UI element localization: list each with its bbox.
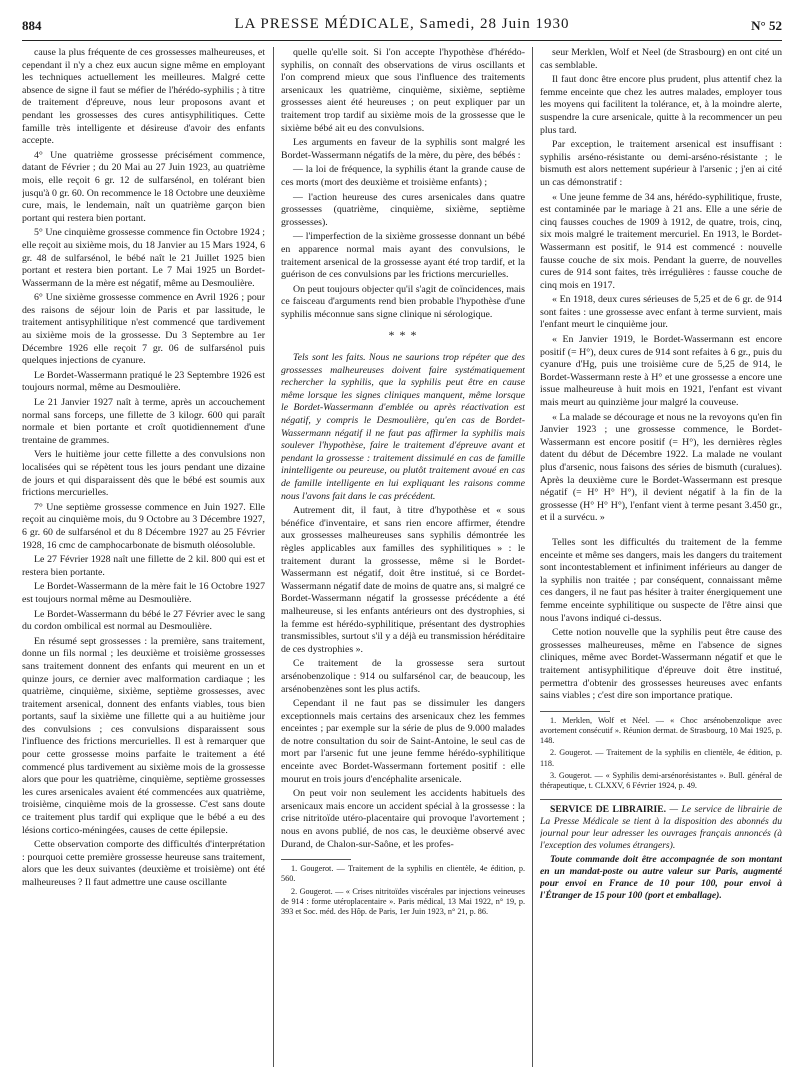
footnote: 1. Gougerot. — Traitement de la syphilis en clientèle, 4e édition, p. 560. — [281, 864, 525, 884]
column-middle — [281, 47, 525, 1075]
column-right — [540, 47, 782, 1075]
paragraph: On peut voir non seulement les accidents habituels des arsenicaux mais encore un accident spécial à la grossesse : la crise nitritoïde utéro-placentaire qui provoque l'avortement ; nous en avons publié, de nos cas, le deuxième observé avec Durand, de Chalon-sur-Saône, et les profes- — [281, 788, 525, 850]
paragraph: Le Bordet-Wassermann de la mère fait le 16 Octobre 1927 est toujours normal même au Desmoulière. — [22, 581, 265, 605]
paragraph: Vers le huitième jour cette fillette a des convulsions non localisées qui se répètent tous les jours pendant une dizaine de jours et qui disparaissent dès que le bébé est soumis aux frictions mercurielles. — [22, 449, 265, 499]
paragraph: Telles sont les difficultés du traitement de la femme enceinte et même ses dangers, mais les dangers du traitement sont incontestablement et infiniment inférieurs au danger de la syphilis non traitée ; par conséquent, connaissant même ces dangers, il ne faut pas hésiter à traiter énergiquement une femme enceinte syphilitique ou suspecte de l'être ainsi que nous l'avons indiqué ci-dessus. — [540, 536, 782, 624]
paragraph: cause la plus fréquente de ces grossesses malheureuses, et cependant il n'y a chez eux aucun signe même en employant les techniques actuellement les meilleures. Malgré cette absence de signe il faut se méfier de l'hérédo-syphilis ; à titre de traitement d'épreuve, nous leur proposons avant et pendant les grossesses des cures antisyphilitiques. Cette famille très intelligente et désireuse d'avoir des enfants accepte. — [22, 47, 265, 147]
footnote: 3. Gougerot. — « Syphilis demi-arsénorésistantes ». Bull. général de thérapeutique, t. CLXXV, 6 Février 1924, p. 49. — [540, 770, 782, 790]
paragraph: Le Bordet-Wassermann du bébé le 27 Février avec le sang du cordon ombilical est normal au Desmoulière. — [22, 608, 265, 633]
paragraph: 7° Une septième grossesse commence en Juin 1927. Elle reçoit au cinquième mois, du 9 Octobre au 3 Décembre 1927, 6 gr. 60 de sulfarsénol et du 8 Décembre 1927 au 25 Février 1928, 16 cmc de camphocarbonate de bismuth oléosoluble. — [22, 501, 265, 551]
paragraph: 6° Une sixième grossesse commence en Avril 1926 ; pour des raisons de séjour loin de Paris et par lassitude, le traitement antisyphilitique n'est commencé que tardivement au sixième mois de la grossesse. Du 3 Septembre au 1er Décembre 1926 elle reçoit 7 gr. 06 de sulfarsénol puis quelques injections de cyanure. — [22, 292, 265, 367]
paragraph: Cependant il ne faut pas se dissimuler les dangers exceptionnels mais certains des arsenicaux chez les femmes enceintes ; par exemple sur la série de plus de 9.000 malades de notre consultation du soir de Saint-Antoine, le seul cas de mort par l'arsenic fut une jeune femme hérédo-syphilitique enceinte avec Bordet-Wassermann fortement positif : elle mourut en trois jours d'encéphalite arsenicale. — [281, 698, 525, 785]
librairie-heading: SERVICE DE LIBRAIRIE. — [550, 804, 667, 816]
header-rule — [22, 40, 782, 41]
paragraph: Le Bordet-Wassermann pratiqué le 23 Septembre 1926 est toujours normal, même au Desmoulière. — [22, 369, 265, 394]
column-divider — [532, 47, 533, 1067]
paragraph: « En 1918, deux cures sérieuses de 5,25 et de 6 gr. de 914 sont faites : une grossesse avec enfant à terme survient, mais l'enfant meurt le cinquième jour. — [540, 294, 782, 331]
footnote: 1. Merklen, Wolf et Néel. — « Choc arsénobenzolique avec avortement consécutif ». Réunion dermat. de Strasbourg, 10 Mai 1925, p. 148. — [540, 715, 782, 746]
paragraph: Cette observation comporte des difficultés d'interprétation : pourquoi cette première grossesse heureuse sans traitement, alors que les deux suivantes (deuxième et troisième) ont été malheureuses ? Il faut admettre une cause oscillante — [22, 839, 265, 888]
paragraph: 4° Une quatrième grossesse précisément commence, datant de Février ; du 20 Mai au 27 Juin 1923, au quatrième mois, elle reçoit 6 gr. 12 de sulfarsénol, en tolérant bien jusqu'à 0 gr. 60. On recommence le 18 Octobre une deuxième cure, mais, le lendemain, naît un quatrième garçon bien portant qui restera bien portant. — [22, 149, 265, 224]
paragraph: Le 21 Janvier 1927 naît à terme, après un accouchement normal sans forceps, une fillette de 3 kilogr. 600 qui paraît normale et bien portante et croît quotidiennement d'une trentaine de grammes. — [22, 397, 265, 446]
section-break-asterisks: * * * — [388, 328, 418, 343]
issue-number: N° 52 — [751, 18, 782, 33]
column-divider — [273, 47, 274, 1067]
footnote: 2. Gougerot. — « Crises nitritoïdes viscérales par injections veineuses de 914 : forme utéroplacentaire ». Paris médical, 13 Mai 1922, n° 19, p. 393 et Soc. méd. des Hôp. de Paris, 1er Juin 1923, n° 21, p. 86. — [281, 886, 525, 917]
paragraph: Autrement dit, il faut, à titre d'hypothèse et « sous bénéfice d'inventaire, et sans rien encore affirmer, étendre aux grossesses malheureuses sans syphilis démontrée les règles applicables aux familles des syphilitiques » : le traitement durant la grossesse, même si le Bordet-Wassermann est négatif, doit être institué, si ce Bordet-Wassermann négatif date de moins de quatre ans, si malgré ce Bordet-Wassermann négatif la grossesse précédente a été malheureuse, si les enfants antérieurs ont des dystrophies, si la femme est hérédo-syphilitique, présentant des dystrophies transmissibles, surtout s'il y a déjà eu transmission héréditaire de ces dystrophies ». — [281, 505, 525, 655]
paragraph: Cette notion nouvelle que la syphilis peut être cause des grossesses malheureuses, même en l'absence de signes cliniques, même avec Bordet-Wassermann négatif et que le traitement antisyphilitique d'épreuve doit être institué, permettra d'obtenir des grossesses heureuses avec enfants sains viables ; c'est dire son importance pratique. — [540, 627, 782, 702]
librairie-note — [540, 854, 782, 902]
paragraph: 5° Une cinquième grossesse commence fin Octobre 1924 ; elle reçoit au sixième mois, du 18 Janvier au 15 Mars 1924, 6 gr. 48 de sulfarsénol, le bébé naît le 21 Juillet 1925 bien portant et restera bien portant. Le 7 Mai 1925 un Bordet-Wassermann de la mère est négatif, même au Desmoulière. — [22, 227, 265, 289]
footnote-rule — [281, 859, 351, 860]
page-number: 884 — [22, 18, 42, 33]
paragraph: seur Merklen, Wolf et Neel (de Strasbourg) en ont cité un cas semblable. — [540, 47, 782, 71]
journal-title: LA PRESSE MÉDICALE, Samedi, 28 Juin 1930 — [234, 16, 570, 32]
paragraph: — la loi de fréquence, la syphilis étant la grande cause de ces morts (mort des deuxième et troisième enfants) ; — [281, 164, 525, 188]
footnote: 2. Gougerot. — Traitement de la syphilis en clientèle, 4e édition, p. 118. — [540, 748, 782, 768]
paragraph: « En Janvier 1919, le Bordet-Wassermann est encore positif (= H°), deux cures de 914 sont refaites à 6 gr., puis du cyanure d'Hg, puis une troisième cure de 5,25 de 914, le Bordet-Wassermann reste à H° et une grossesse a encore une issue malheureuse à huit mois en 1921, l'enfant est vivant mais meurt au quinzième jour malgré la couveuse. — [540, 334, 782, 409]
paragraph: Il faut donc être encore plus prudent, plus attentif chez la femme enceinte que chez les autres malades, employer tous les moyens qui facilitent la tolérance, et, à la moindre alerte, suspendre la cure arsenicale, quitte à la recommencer un peu plus tard. — [540, 74, 782, 136]
paragraph: Ce traitement de la grossesse sera surtout arsénobenzolique : 914 ou sulfarsénol car, de beaucoup, les arsénobenzènes sont les plus actifs. — [281, 658, 525, 695]
librairie-text — [540, 804, 782, 852]
librairie-body: — Le service de librairie de La Presse Médicale se tient à la disposition des abonnés du journal pour leur adresser les ouvrages français annoncés (à l'exception des volumes étrangers). — [540, 804, 782, 852]
paragraph: — l'action heureuse des cures arsenicales dans quatre grossesses (quatrième, cinquième, sixième, septième grossesses). — [281, 191, 525, 228]
footnote-rule — [540, 711, 610, 712]
paragraph: On peut toujours objecter qu'il s'agit de coïncidences, mais ce faisceau d'arguments rend bien probable l'hypothèse d'une syphilis méconnue sans signe clinique ni sérologique. — [281, 283, 525, 320]
paragraph: — l'imperfection de la sixième grossesse donnant un bébé en apparence normal mais ayant des convulsions, le traitement arsenical de la grossesse ayant été trop tardif, et la guérison de ces convulsions par les frictions mercurielles. — [281, 231, 525, 281]
column-left — [22, 47, 265, 1075]
footnotes — [281, 864, 525, 917]
paragraph: Par exception, le traitement arsenical est insuffisant : syphilis arséno-résistante ou demi-arséno-résistante ; le bismuth est alors nettement supérieur à l'arsenic ; j'en ai cité un cas démonstratif : — [540, 139, 782, 188]
librairie-notice — [540, 799, 782, 902]
paragraph: En résumé sept grossesses : la première, sans traitement, donne un fils normal ; les deuxième et troisième grossesses sans traitement donnent des enfants qui meurent en un et quinze jours, ce dernier avec malformation cardiaque ; les quatrième, cinquième, sixième, septième grossesses, avec traitement arsenical, donnent des enfants viables, tous bien portants, sauf la sixième une fillette qui a au huitième jour des convulsions ; ces convulsions disparaissent sous l'influence des frictions mercurielles. Il est à remarquer que pour cette grossesse moins parfaite le traitement a été commencé plus tardivement au sixième mois de la grossesse alors que pour les quatrième, cinquième, septième grossesses les cures arsenicales avaient été commencées aux quatrième, troisième, cinquième mois de la grossesse. C'est sans doute ce traitement plus tardif qui explique que le bébé a eu des lésions cortico-méningées, causes de cette épilepsie. — [22, 635, 265, 836]
librairie-note-text: Toute commande doit être accompagnée de son montant en un mandat-poste ou autre valeur sur Paris, augmenté pour envoi en France de 10 pour 100, pour envoi à l'Étranger de 15 pour 100 (port et emballage). — [540, 854, 782, 902]
paragraph: « La malade se décourage et nous ne la revoyons qu'en fin Janvier 1923 ; une grossesse commence, le Bordet-Wassermann est encore positif (= H°), les dernières règles datent du début de Décembre 1922. La malade ne voulant plus d'arsenic, nous faisons des séries de bismuth (curalues). Après la deuxième cure le Bordet-Wassermann est presque négatif (= H° H° H°), il devient négatif à la fin de la grossesse (H° H° H°), l'enfant vient à terme pesant 3.450 gr., et il a survécu. » — [540, 411, 782, 524]
paragraph: Tels sont les faits. Nous ne saurions trop répéter que des grossesses malheureuses doivent faire systématiquement rechercher la syphilis, que la syphilis peut être en cause même lorsque les signes cliniques manquent, même lorsque le Bordet-Wassermann d'emblée ou après réactivation est négatif, y compris le Desmoulière, qu'en cas de Bordet-Wassermann négatif il ne faut pas affirmer la syphilis mais soulever l'hypothèse, faire le traitement d'épreuve avant et pendant la grossesse : traitement dissimulé en cas de famille inintelligente ou peureuse, ou plutôt traitement avoué en cas de famille intelligente en lui expliquant les raisons comme nous l'avons fait dans le cas précédent. — [281, 352, 525, 502]
paragraph: « Une jeune femme de 34 ans, hérédo-syphilitique, fruste, est contaminée par le mariage à 21 ans. Elle a une série de cinq fausses couches de 1909 à 1912, de quatre, trois, cinq, six mois malgré le traitement mercuriel. En 1913, le Bordet-Wassermann est positif, le 914 est commencé : nouvelle fausse couche de six mois. Pendant la guerre, de nouvelles cures de 914 sont faites, très irrégulières : fausse couche de cinq mois en 1917. — [540, 191, 782, 291]
footnotes — [540, 716, 782, 791]
paragraph: Le 27 Février 1928 naît une fillette de 2 kil. 800 qui est et restera bien portante. — [22, 554, 265, 578]
paragraph: Les arguments en faveur de la syphilis sont malgré les Bordet-Wassermann négatifs de la mère, du père, des bébés : — [281, 137, 525, 161]
paragraph: quelle qu'elle soit. Si l'on accepte l'hypothèse d'hérédo-syphilis, on connaît des observations de virus oscillants et l'on comprend mieux que sous l'influence des traitements arsenicaux les quatrième, cinquième, sixième, septième grossesses aient été heureuses ; on peut expliquer par un traitement trop tardif au sixième mois de la grossesse que le sixième bébé ait eu des convulsions. — [281, 47, 525, 134]
page-header — [22, 16, 782, 38]
